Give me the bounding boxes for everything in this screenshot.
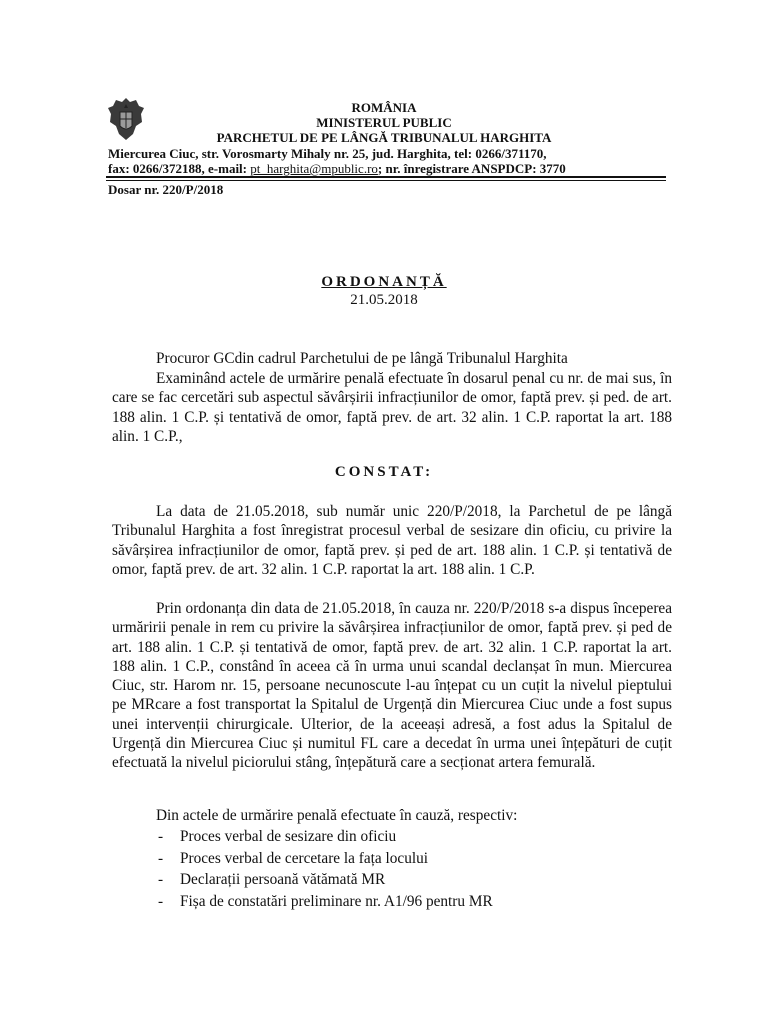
header-fax: fax: 0266/372188, e-mail: <box>108 161 248 176</box>
header-address: Miercurea Ciuc, str. Vorosmarty Mihaly nr. 25, jud. Harghita, tel: 0266/371170, <box>108 146 547 161</box>
document-date: 21.05.2018 <box>350 292 418 308</box>
header-office: PARCHETUL DE PE LÂNGĂ TRIBUNALUL HARGHITA <box>216 130 552 145</box>
header-contact <box>108 161 566 176</box>
dosar-number: Dosar nr. 220/P/2018 <box>108 182 224 197</box>
list-item: - Fișa de constatări preliminare nr. A1/96 pentru MR <box>156 891 493 913</box>
body-paragraph-1: La data de 21.05.2018, sub număr unic 220/P/2018, la Parchetul de pe lângă Tribunalul Harghita a fost înregistrat procesul verbal de sesizare din oficiu, cu privire la săvârșirea infracțiunilor de omor, faptă prev. și ped de art. 188 alin. 1 C.P. și tentativă de omor, faptă prev. de art. 32 alin. 1 C.P. raportat la art. 188 alin. 1 C.P. <box>112 503 672 578</box>
header-ministry: MINISTERUL PUBLIC <box>316 115 452 130</box>
document-title: ORDONANȚĂ <box>321 274 447 290</box>
body-paragraph-3: Din actele de urmărire penală efectuate în cauză, respectiv: <box>156 807 518 824</box>
evidence-list <box>156 826 493 912</box>
header-country: ROMÂNIA <box>351 100 417 115</box>
list-item: - Proces verbal de sesizare din oficiu <box>156 826 493 848</box>
prosecutor-line: Procuror GCdin cadrul Parchetului de pe lângă Tribunalul Harghita <box>156 350 568 367</box>
list-item: - Declarații persoană vătămată MR <box>156 869 493 891</box>
intro-paragraph: Examinând actele de urmărire penală efectuate în dosarul penal cu nr. de mai sus, în care se fac cercetări sub aspectul săvârșirii infracțiunilor de omor, faptă prev. și ped. de art. 188 alin. 1 C.P. și tentativă de omor, faptă prev. de art. 32 alin. 1 C.P. raportat la art. 188 alin. 1 C.P., <box>112 370 672 445</box>
list-item: - Proces verbal de cercetare la fața locului <box>156 848 493 870</box>
header-divider-thin <box>106 180 666 181</box>
header-divider <box>106 176 666 178</box>
body-paragraph-2: Prin ordonanța din data de 21.05.2018, în cauza nr. 220/P/2018 s-a dispus începerea urmăririi penale in rem cu privire la săvârșirea infracțiunilor de omor, faptă prev. și ped de art. 188 alin. 1 C.P. și tentativă de omor, faptă prev. de art. 32 alin. 1 C.P. raportat la art. 188 alin. 1 C.P., constând în aceea că în urma unui scandal declanșat în mun. Miercurea Ciuc, str. Harom nr. 15, persoane necunoscute l-au înțepat cu un cuțit la nivelul pieptului pe MRcare a fost transportat la Spitalul de Urgență din Miercurea Ciuc unde a fost supus unei intervenții chirurgicale. Ulterior, de la aceeași adresă, a fost adus la Spitalul de Urgență din Miercurea Ciuc și numitul FL care a decedat în urma unei înțepături de cuțit efectuată la nivelul piciorului stâng, înțepătură care a secționat artera femurală. <box>112 600 672 772</box>
header-email-link[interactable]: pt_harghita@mpublic.ro <box>250 161 378 176</box>
header-registration: ; nr. înregistrare ANSPDCP: 3770 <box>377 161 566 176</box>
constat-heading: CONSTAT: <box>334 464 434 480</box>
